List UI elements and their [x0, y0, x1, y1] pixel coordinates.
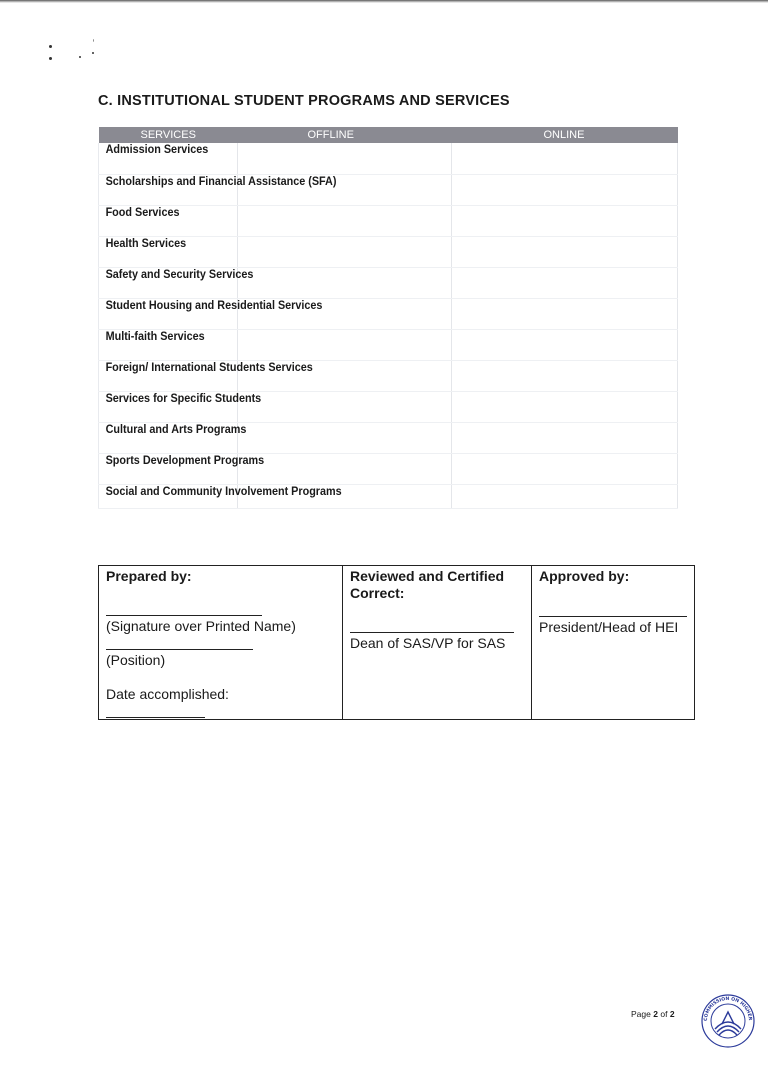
page-current: 2	[653, 1009, 658, 1019]
section-title: C. INSTITUTIONAL STUDENT PROGRAMS AND SERVICES	[98, 93, 510, 109]
service-name: Multi-faith Services	[105, 330, 205, 343]
online-cell[interactable]	[452, 236, 678, 267]
reviewed-heading: Reviewed and Certified Correct:	[350, 568, 505, 601]
page-prefix: Page	[631, 1009, 651, 1019]
service-name: Social and Community Involvement Programs	[105, 485, 342, 498]
service-cell	[99, 391, 262, 422]
offline-cell[interactable]	[238, 329, 452, 360]
table-row	[99, 360, 678, 391]
service-cell	[99, 143, 238, 174]
service-name: Safety and Security Services	[105, 268, 254, 281]
seal-text: COMMISSION ON HIGHER	[703, 996, 753, 1022]
online-cell[interactable]	[452, 453, 678, 484]
table-row	[99, 298, 678, 329]
approver-role-label: President/Head of HEI	[539, 619, 679, 635]
table-row	[99, 236, 678, 267]
table-row	[99, 205, 678, 236]
offline-cell[interactable]	[238, 143, 452, 174]
offline-cell[interactable]	[238, 267, 452, 298]
scan-speck	[49, 45, 52, 48]
header-online: ONLINE	[452, 127, 678, 143]
service-cell	[99, 205, 238, 236]
header-services: SERVICES	[99, 127, 238, 143]
online-cell[interactable]	[452, 143, 678, 174]
position-label: (Position)	[106, 652, 166, 668]
signature-box	[98, 565, 695, 720]
prepared-by-heading: Prepared by:	[106, 568, 192, 584]
service-cell	[99, 329, 238, 360]
position-line[interactable]	[106, 649, 253, 650]
reviewer-role-label: Dean of SAS/VP for SAS	[350, 635, 506, 651]
service-name: Scholarships and Financial Assistance (SFA)	[105, 175, 337, 188]
online-cell[interactable]	[452, 360, 678, 391]
online-cell[interactable]	[452, 422, 678, 453]
service-cell	[99, 453, 265, 484]
table-header-row	[99, 127, 678, 143]
approved-section	[532, 566, 694, 719]
service-name: Sports Development Programs	[105, 454, 265, 467]
service-name: Cultural and Arts Programs	[105, 423, 247, 436]
offline-cell[interactable]	[238, 236, 452, 267]
service-cell	[99, 236, 238, 267]
table-row	[99, 453, 678, 484]
online-cell[interactable]	[452, 174, 678, 205]
online-cell[interactable]	[452, 298, 678, 329]
service-name: Health Services	[105, 237, 187, 250]
approved-heading: Approved by:	[539, 568, 630, 584]
service-cell	[99, 174, 337, 205]
reviewer-signature-line[interactable]	[350, 632, 514, 633]
online-cell[interactable]	[452, 484, 678, 508]
table-row	[99, 422, 678, 453]
scan-speck	[49, 57, 52, 60]
svg-text:COMMISSION ON HIGHER EDUCATION	[700, 993, 753, 1021]
date-line[interactable]	[106, 717, 205, 718]
service-cell	[99, 422, 247, 453]
page-total: 2	[669, 1009, 675, 1019]
signature-line[interactable]	[106, 615, 262, 616]
offline-cell[interactable]	[238, 205, 452, 236]
table-row	[99, 329, 678, 360]
date-label: Date accomplished:	[106, 686, 229, 702]
table-row	[99, 484, 678, 508]
header-offline: OFFLINE	[238, 127, 452, 143]
service-cell	[99, 484, 342, 508]
service-cell	[99, 298, 323, 329]
table-row	[99, 267, 678, 298]
service-cell	[99, 267, 254, 298]
service-name: Food Services	[105, 206, 180, 219]
scan-speck	[79, 56, 81, 58]
approver-signature-line[interactable]	[539, 616, 687, 617]
table-row	[99, 391, 678, 422]
service-name: Admission Services	[105, 144, 209, 156]
page-of: of	[660, 1009, 668, 1019]
prepared-by-section	[99, 566, 343, 719]
offline-cell[interactable]	[238, 391, 452, 422]
scan-speck	[92, 52, 94, 54]
page-number	[631, 1009, 675, 1019]
services-table	[98, 127, 678, 509]
offline-cell[interactable]	[238, 422, 452, 453]
scan-speck	[93, 39, 94, 42]
table-row	[99, 174, 678, 205]
table-row	[99, 143, 678, 174]
online-cell[interactable]	[452, 267, 678, 298]
service-name: Foreign/ International Students Services	[105, 361, 313, 374]
ched-seal-icon	[700, 993, 756, 1049]
reviewed-section	[343, 566, 532, 719]
scan-edge	[0, 0, 768, 3]
service-name: Student Housing and Residential Services	[105, 299, 323, 312]
online-cell[interactable]	[452, 205, 678, 236]
offline-cell[interactable]	[238, 453, 452, 484]
service-name: Services for Specific Students	[105, 392, 262, 405]
online-cell[interactable]	[452, 329, 678, 360]
online-cell[interactable]	[452, 391, 678, 422]
service-cell	[99, 360, 313, 391]
signature-label: (Signature over Printed Name)	[106, 618, 296, 634]
